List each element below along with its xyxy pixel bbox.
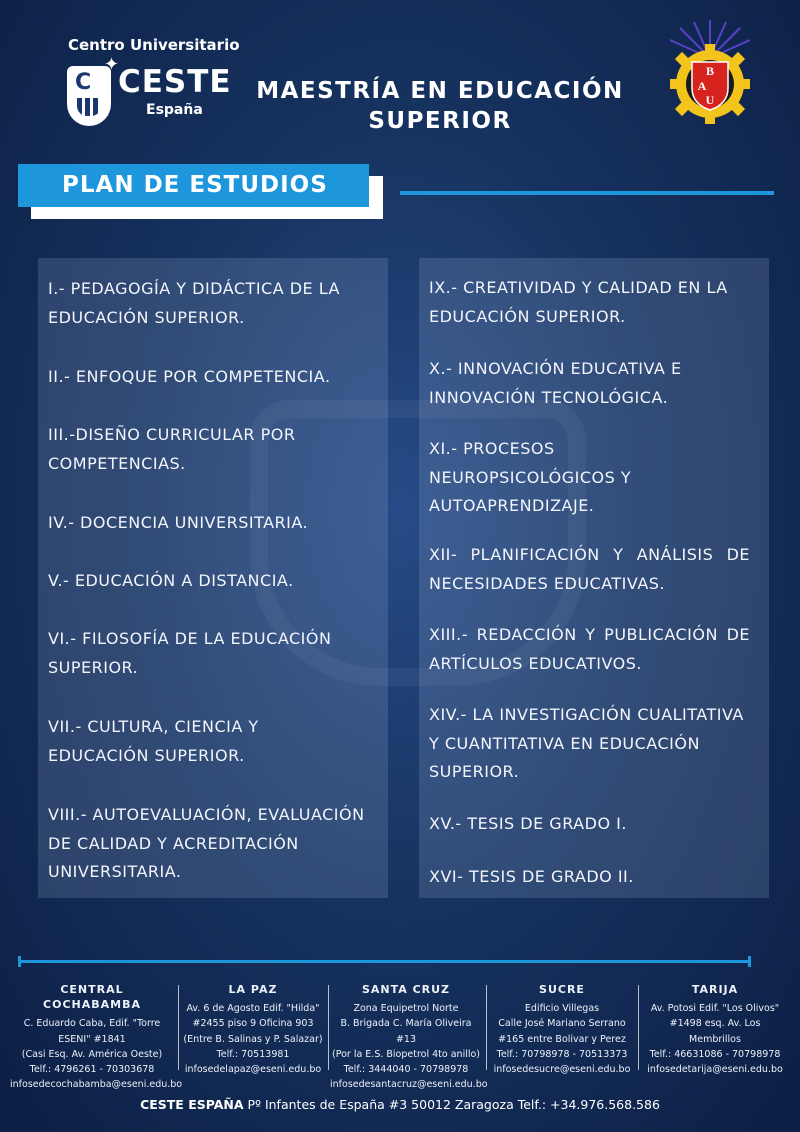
footer-divider xyxy=(328,985,329,1070)
office-address-line: Calle José Mariano Serrano xyxy=(498,1018,626,1030)
office-address-line: #2455 piso 9 Oficina 903 xyxy=(192,1018,314,1030)
footer-divider xyxy=(486,985,487,1070)
footer-divider xyxy=(178,985,179,1070)
footer-address-text: Pº Infantes de España #3 50012 Zaragoza Telf.: +34.976.568.586 xyxy=(247,1097,660,1112)
office-email[interactable]: infosedesucre@eseni.edu.bo xyxy=(493,1064,631,1076)
ceste-shield-icon xyxy=(67,66,111,126)
section-rule xyxy=(400,191,774,195)
title-line-1: MAESTRÍA EN EDUCACIÓN xyxy=(256,78,624,104)
course-item-6: VI.- FILOSOFÍA DE LA EDUCACIÓN SUPERIOR. xyxy=(48,629,332,677)
office-santa-cruz xyxy=(330,982,488,1092)
page-title xyxy=(230,76,650,136)
office-city: CENTRAL COCHABAMBA xyxy=(43,983,141,1012)
office-address-line: (Entre B. Salinas y P. Salazar) xyxy=(183,1033,323,1045)
office-city: SANTA CRUZ xyxy=(361,983,451,996)
office-email[interactable]: infosedesantacruz@eseni.edu.bo xyxy=(330,1079,488,1091)
office-city: TARIJA xyxy=(691,983,739,996)
uab-letter-u: U xyxy=(705,93,715,107)
office-address-line: C. Eduardo Caba, Edif. "Torre xyxy=(23,1018,161,1030)
course-item-14: XIV.- LA INVESTIGACIÓN CUALITATIVA Y CUANTITATIVA EN EDUCACIÓN SUPERIOR. xyxy=(429,705,744,781)
section-title: PLAN DE ESTUDIOS xyxy=(62,172,328,198)
office-phone: Telf.: 70513981 xyxy=(216,1048,290,1060)
office-email[interactable]: infosedetarija@eseni.edu.bo xyxy=(647,1064,783,1076)
office-address-line: #165 entre Bolivar y Perez xyxy=(498,1033,626,1045)
office-address-line: B. Brigada C. María Oliveira #13 xyxy=(340,1018,472,1045)
office-la-paz xyxy=(182,982,324,1077)
course-item-10: X.- INNOVACIÓN EDUCATIVA E INNOVACIÓN TECNOLÓGICA. xyxy=(429,359,682,407)
office-address-line: Membrillos xyxy=(689,1033,741,1045)
office-phone: Telf.: 70798978 - 70513373 xyxy=(496,1048,628,1060)
course-item-7: VII.- CULTURA, CIENCIA Y EDUCACIÓN SUPERIOR. xyxy=(48,717,259,765)
office-city: SUCRE xyxy=(539,983,585,996)
office-phone: Telf.: 4796261 - 70303678 xyxy=(29,1064,155,1076)
office-address-line: ESENI" #1841 xyxy=(58,1033,126,1045)
sparkle-icon: ✦ xyxy=(104,54,120,74)
course-item-4: IV.- DOCENCIA UNIVERSITARIA. xyxy=(48,513,309,532)
office-address-line: Zona Equipetrol Norte xyxy=(353,1003,459,1015)
course-item-5: V.- EDUCACIÓN A DISTANCIA. xyxy=(48,571,294,590)
footer-divider xyxy=(638,985,639,1070)
course-item-11: XI.- PROCESOS NEUROPSICOLÓGICOS Y AUTOAPRENDIZAJE. xyxy=(429,439,632,515)
course-item-9: IX.- CREATIVIDAD Y CALIDAD EN LA EDUCACIÓN SUPERIOR. xyxy=(429,278,728,326)
office-cochabamba xyxy=(10,982,183,1092)
logo-word: CESTE xyxy=(118,64,232,100)
office-address-line: #1498 esq. Av. Los xyxy=(669,1018,761,1030)
course-item-13: XIII.- REDACCIÓN Y PUBLICACIÓN DE ARTÍCULOS EDUCATIVOS. xyxy=(429,625,750,673)
course-item-16: XVI- TESIS DE GRADO II. xyxy=(429,867,634,886)
course-item-12: XII- PLANIFICACIÓN Y ANÁLISIS DE NECESIDADES EDUCATIVAS. xyxy=(429,545,750,593)
uab-letter-b: B xyxy=(705,64,715,78)
office-phone: Telf.: 46631086 - 70798978 xyxy=(649,1048,781,1060)
ceste-dots xyxy=(77,98,101,116)
course-item-2: II.- ENFOQUE POR COMPETENCIA. xyxy=(48,367,331,386)
logo-caption: Centro Universitario xyxy=(68,36,240,54)
course-item-1: I.- PEDAGOGÍA Y DIDÁCTICA DE LA EDUCACIÓN SUPERIOR. xyxy=(48,279,340,327)
course-item-15: XV.- TESIS DE GRADO I. xyxy=(429,814,627,833)
title-line-2: SUPERIOR xyxy=(368,108,512,134)
office-tarija xyxy=(640,982,790,1077)
footer-brand: CESTE ESPAÑA xyxy=(140,1097,244,1112)
logo-country: España xyxy=(146,102,203,118)
office-address-line: Av. Potosi Edif. "Los Olivos" xyxy=(650,1003,780,1015)
office-email[interactable]: infosedelapaz@eseni.edu.bo xyxy=(184,1064,322,1076)
office-address-line: Edificio Villegas xyxy=(524,1003,600,1015)
university-seal-icon xyxy=(664,18,756,136)
ceste-c-letter: C xyxy=(75,70,92,95)
office-address-line: (Por la E.S. Biopetrol 4to anillo) xyxy=(331,1048,481,1060)
shield xyxy=(692,62,728,110)
office-address-line: (Casi Esq. Av. América Oeste) xyxy=(21,1048,163,1060)
office-email[interactable]: infosedecochabamba@eseni.edu.bo xyxy=(10,1079,183,1091)
course-item-8: VIII.- AUTOEVALUACIÓN, EVALUACIÓN DE CALIDAD Y ACREDITACIÓN UNIVERSITARIA. xyxy=(48,805,365,881)
office-address-line: Av. 6 de Agosto Edif. "Hilda" xyxy=(186,1003,320,1015)
office-sucre xyxy=(488,982,636,1077)
footer-address xyxy=(0,1097,800,1112)
footer-rule xyxy=(18,960,751,963)
uab-letter-a: A xyxy=(697,79,707,93)
office-phone: Telf.: 3444040 - 70798978 xyxy=(343,1064,469,1076)
course-item-3: III.-DISEÑO CURRICULAR POR COMPETENCIAS. xyxy=(48,425,296,473)
office-city: LA PAZ xyxy=(228,983,278,996)
